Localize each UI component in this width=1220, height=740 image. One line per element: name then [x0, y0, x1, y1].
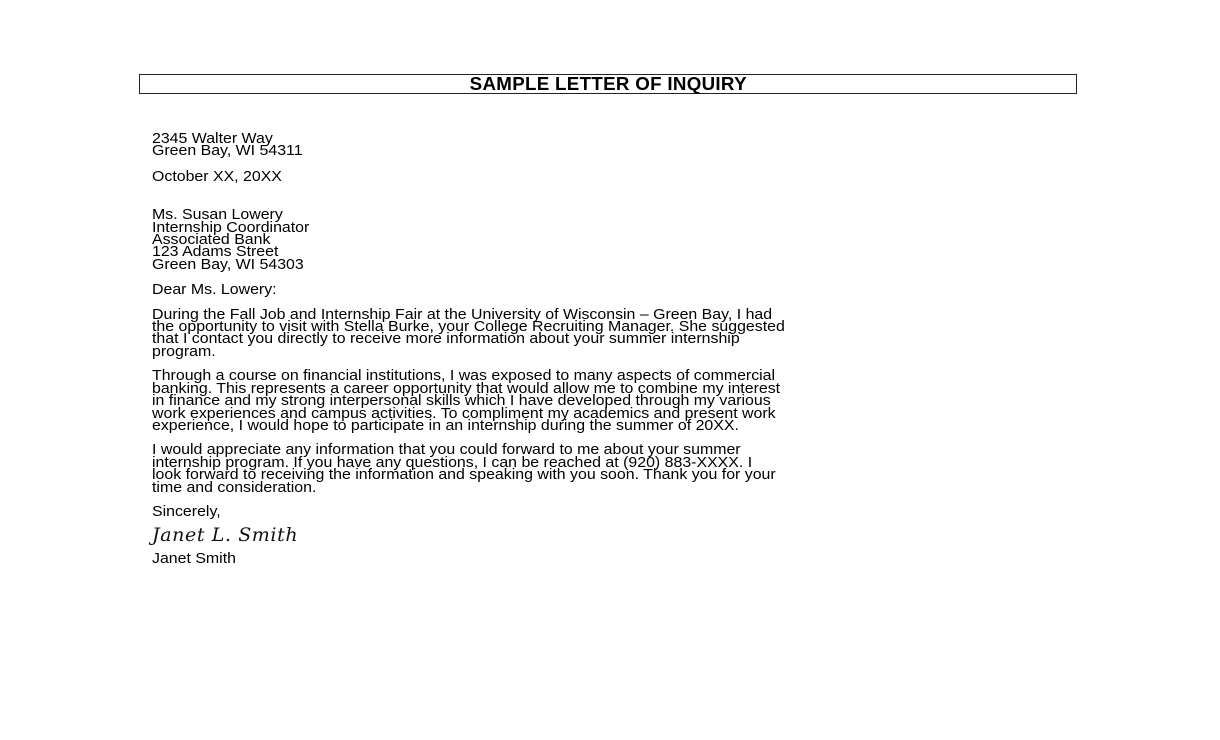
typed-name-line: Janet Smith	[152, 550, 236, 568]
recipient-address-line: Associated Bank	[152, 231, 271, 249]
handwritten-signature: Janet L. Smith	[152, 524, 299, 547]
recipient-address-line: 123 Adams Street	[152, 243, 279, 261]
sender-address	[152, 130, 1072, 160]
paragraph-line: Through a course on financial institutions, I was exposed to many aspects of commercial	[152, 367, 776, 385]
recipient-address-line: Ms. Susan Lowery	[152, 206, 283, 224]
paragraph-2	[152, 367, 1072, 434]
sender-address-line: Green Bay, WI 54311	[152, 142, 303, 160]
paragraph-line: experience, I would hope to participate in an internship during the summer of 20XX.	[152, 416, 739, 434]
paragraph-line: During the Fall Job and Internship Fair at the University of Wisconsin – Green Bay, I had	[152, 305, 773, 323]
date-line: October XX, 20XX	[152, 167, 282, 185]
letter-title: SAMPLE LETTER OF INQUIRY	[469, 74, 747, 94]
paragraph-line: work experiences and campus activities. To compliment my academics and present work	[152, 404, 776, 422]
closing-line: Sincerely,	[152, 502, 221, 520]
salutation-line: Dear Ms. Lowery:	[152, 281, 277, 299]
salutation	[152, 281, 1072, 299]
letter-date	[152, 167, 1072, 185]
letter-body	[152, 130, 1072, 568]
title-box	[139, 74, 1077, 94]
paragraph-line: internship program. If you have any questions, I can be reached at (920) 883-XXXX. I	[152, 453, 753, 471]
paragraph-line: I would appreciate any information that you could forward to me about your summer	[152, 441, 741, 459]
paragraph-line: that I contact you directly to receive more information about your summer internship	[152, 330, 740, 348]
paragraph-line: time and consideration.	[152, 478, 317, 496]
sender-address-line: 2345 Walter Way	[152, 130, 273, 147]
recipient-address	[152, 206, 1072, 273]
paragraph-3	[152, 441, 1072, 496]
paragraph-line: the opportunity to visit with Stella Burke, your College Recruiting Manager. She suggested	[152, 318, 785, 336]
paragraph-line: program.	[152, 342, 216, 360]
paragraph-line: look forward to receiving the information and speaking with you soon. Thank you for your	[152, 466, 776, 484]
paragraph-line: in finance and my strong interpersonal skills which I have developed through my various	[152, 392, 771, 410]
recipient-address-line: Green Bay, WI 54303	[152, 255, 304, 273]
paragraph-1	[152, 305, 1072, 360]
typed-name	[152, 550, 1072, 568]
closing	[152, 502, 1072, 520]
paragraph-line: banking. This represents a career opportunity that would allow me to combine my interest	[152, 379, 781, 397]
recipient-address-line: Internship Coordinator	[152, 218, 310, 236]
